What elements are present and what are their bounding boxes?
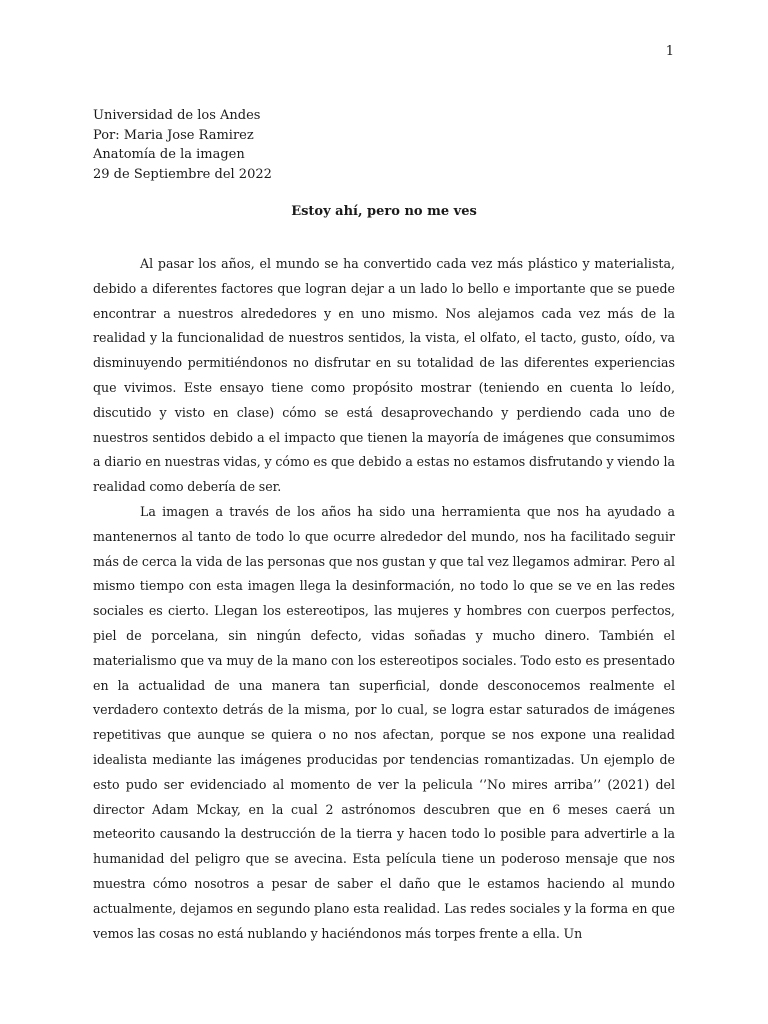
paragraph-2: La imagen a través de los años ha sido una herramienta que nos ha ayudado a mantenernos al tanto de todo lo que ocurre alrededor del mundo, nos ha facilitado seguir más de cerca la vida de las personas que nos gustan y que tal vez llegamos admirar. Pero al mismo tiempo con esta imagen llega la desinformación, no todo lo que se ve en las redes sociales es cierto. Llegan los estereotipos, las mujeres y hombres con cuerpos perfectos, piel de porcelana, sin ningún defecto, vidas soñadas y mucho dinero. También el materialismo que va muy de la mano con los estereotipos sociales. Todo esto es presentado en la actualidad de una manera tan superficial, donde desconocemos realmente el verdadero contexto detrás de la misma, por lo cual, se logra estar saturados de imágenes repetitivas que aunque se quiera o no nos afectan, porque se nos expone una realidad idealista mediante las imágenes producidas por tendencias romantizadas. Un ejemplo de esto pudo ser evidenciado al momento de ver la pelicula ‘’No mires arriba’’ (2021) del director Adam Mckay, en la cual 2 astrónomos descubren que en 6 meses caerá un meteorito causando la destrucción de la tierra y hacen todo lo posible para advertirle a la humanidad del peligro que se avecina. Esta película tiene un poderoso mensaje que nos muestra cómo nosotros a pesar de saber el daño que le estamos haciendo al mundo actualmente, dejamos en segundo plano esta realidad. Las redes sociales y la forma en que vemos las cosas no está nublando y haciéndonos más torpes frente a ella. Un (93, 503, 675, 941)
course-line: Anatomía de la imagen (93, 147, 245, 163)
document-header (93, 106, 272, 185)
author-line: Por: Maria Jose Ramirez (93, 127, 254, 143)
paragraph-1: Al pasar los años, el mundo se ha convertido cada vez más plástico y materialista, debido a diferentes factores que logran dejar a un lado lo bello e importante que se puede encontrar a nuestros alrededores y en uno mismo. Nos alejamos cada vez más de la realidad y la funcionalidad de nuestros sentidos, la vista, el olfato, el tacto, gusto, oído, va disminuyendo permitiéndonos no disfrutar en su totalidad de las diferentes experiencias que vivimos. Este ensayo tiene como propósito mostrar (teniendo en cuenta lo leído, discutido y visto en clase) cómo se está desaprovechando y perdiendo cada uno de nuestros sentidos debido a el impacto que tienen la mayoría de imágenes que consumimos a diario en nuestras vidas, y cómo es que debido a estas no estamos disfrutando y viendo la realidad como debería de ser. (93, 256, 675, 495)
page-number: 1 (665, 44, 674, 59)
essay-title: Estoy ahí, pero no me ves (291, 204, 477, 219)
essay-body (93, 252, 675, 946)
university-line: Universidad de los Andes (93, 108, 261, 123)
date-line: 29 de Septiembre del 2022 (93, 167, 272, 183)
